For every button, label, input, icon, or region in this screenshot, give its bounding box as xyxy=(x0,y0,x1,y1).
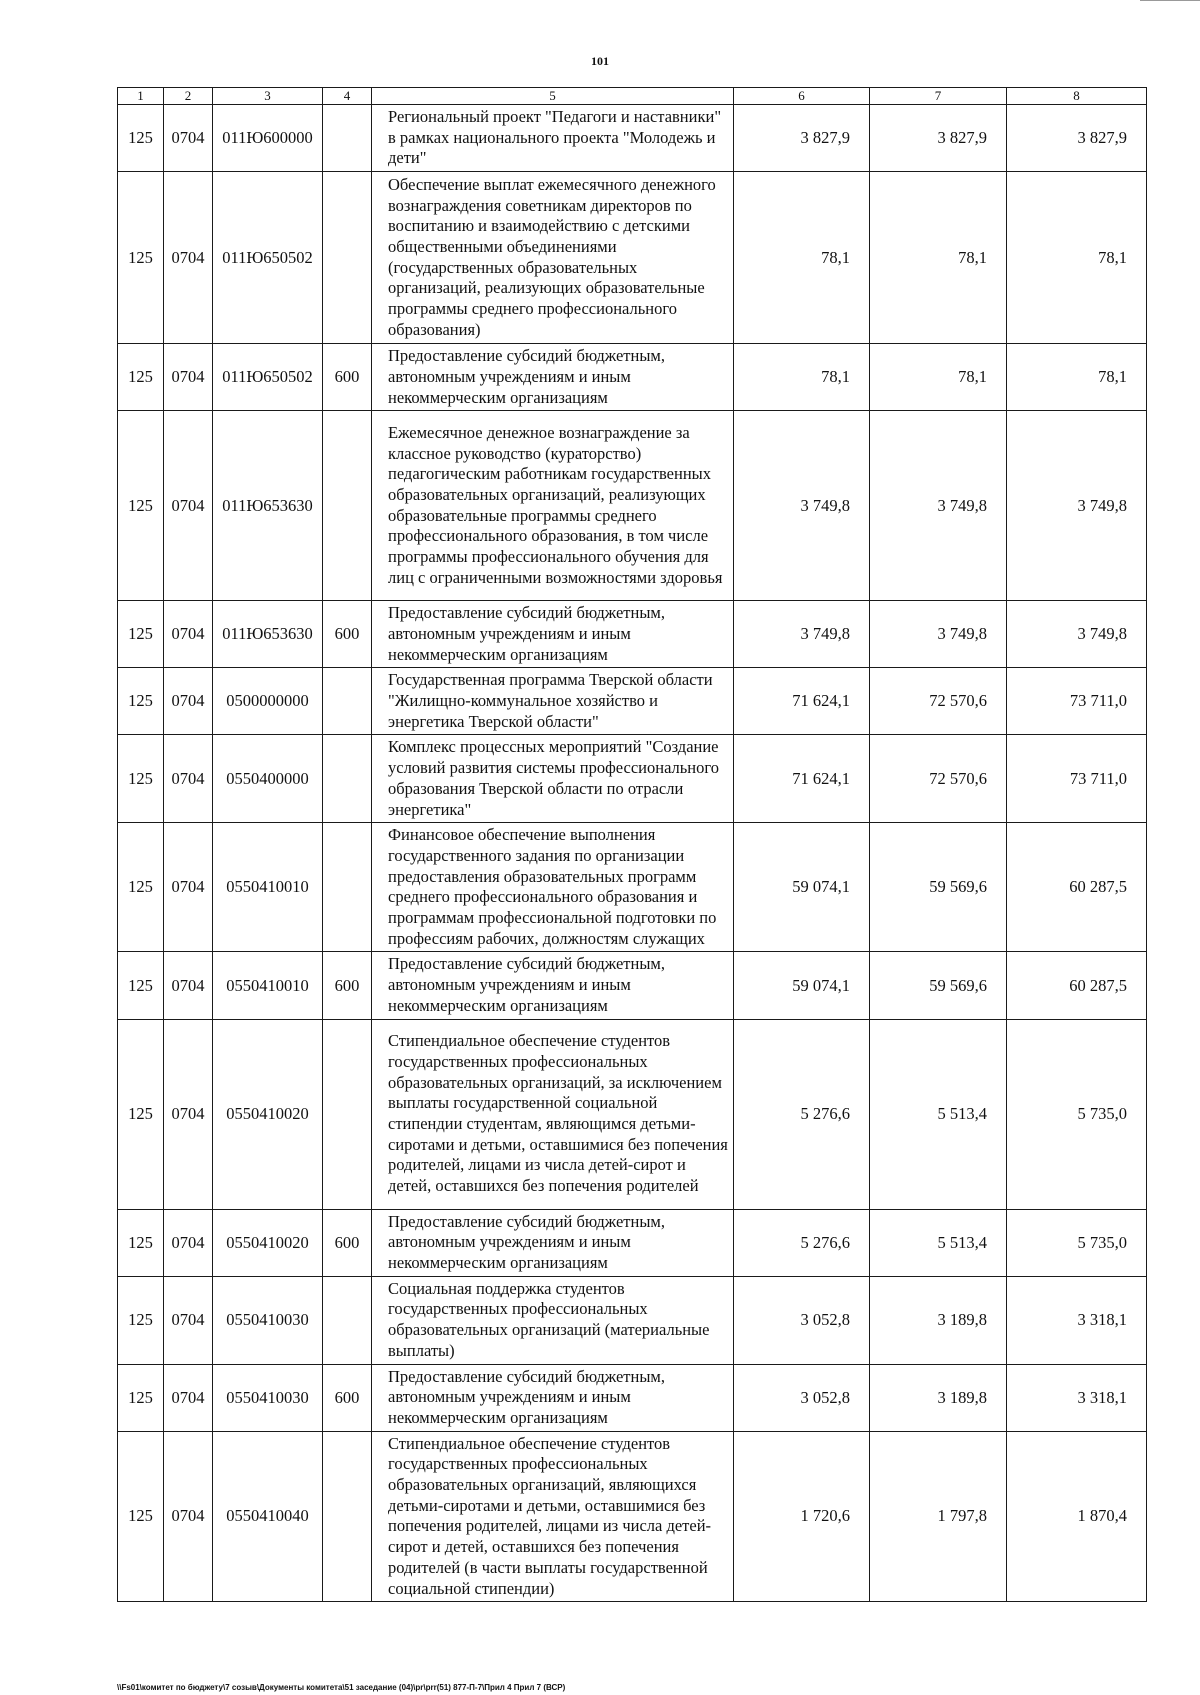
target-article-cell: 0550410020 xyxy=(213,1019,323,1209)
amount-col8-cell: 60 287,5 xyxy=(1007,952,1147,1019)
target-article-cell: 0550410040 xyxy=(213,1431,323,1602)
amount-col6-cell: 3 827,9 xyxy=(734,105,870,172)
header-cell-6: 6 xyxy=(734,88,870,105)
table-row xyxy=(118,1364,1147,1431)
expense-type-cell xyxy=(323,411,372,601)
amount-col8-cell: 60 287,5 xyxy=(1007,823,1147,952)
table-row xyxy=(118,668,1147,735)
amount-col8-cell: 3 749,8 xyxy=(1007,411,1147,601)
expense-type-cell xyxy=(323,668,372,735)
expense-type-cell xyxy=(323,1431,372,1602)
header-row xyxy=(118,88,1147,105)
item-name-cell: Предоставление субсидий бюджетным, автономным учреждениям и иным некоммерческим организациям xyxy=(372,1364,734,1431)
section-cell: 0704 xyxy=(164,1209,213,1276)
amount-col6-cell: 3 052,8 xyxy=(734,1276,870,1364)
ved-cell: 125 xyxy=(118,1209,164,1276)
section-cell: 0704 xyxy=(164,735,213,823)
amount-col8-cell: 3 318,1 xyxy=(1007,1276,1147,1364)
item-name-cell: Государственная программа Тверской области "Жилищно-коммунальное хозяйство и энергетика Тверской области" xyxy=(372,668,734,735)
item-name-cell: Стипендиальное обеспечение студентов государственных профессиональных образовательных организаций, являющихся детьми-сиротами и детьми, оставшимися без попечения родителей, лицами из числа детей-сирот и детей, оставшихся без попечения родителей (в части выплаты государственной социальной стипендии) xyxy=(372,1431,734,1602)
item-name-cell: Социальная поддержка студентов государственных профессиональных образовательных организаций (материальные выплаты) xyxy=(372,1276,734,1364)
amount-col6-cell: 71 624,1 xyxy=(734,735,870,823)
item-name-cell: Комплекс процессных мероприятий "Создание условий развития системы профессионального образования Тверской области по отрасли энергетика" xyxy=(372,735,734,823)
section-cell: 0704 xyxy=(164,1364,213,1431)
amount-col6-cell: 3 749,8 xyxy=(734,601,870,668)
amount-col7-cell: 78,1 xyxy=(870,344,1007,411)
amount-col7-cell: 3 827,9 xyxy=(870,105,1007,172)
expense-type-cell xyxy=(323,105,372,172)
amount-col6-cell: 78,1 xyxy=(734,344,870,411)
header-cell-8: 8 xyxy=(1007,88,1147,105)
target-article-cell: 011Ю653630 xyxy=(213,411,323,601)
table-row xyxy=(118,1209,1147,1276)
table-row xyxy=(118,1019,1147,1209)
expense-type-cell xyxy=(323,735,372,823)
ved-cell: 125 xyxy=(118,1431,164,1602)
amount-col7-cell: 59 569,6 xyxy=(870,823,1007,952)
amount-col8-cell: 5 735,0 xyxy=(1007,1209,1147,1276)
amount-col8-cell: 73 711,0 xyxy=(1007,735,1147,823)
section-cell: 0704 xyxy=(164,601,213,668)
budget-table xyxy=(117,87,1147,1602)
expense-type-cell xyxy=(323,172,372,344)
amount-col7-cell: 3 189,8 xyxy=(870,1276,1007,1364)
expense-type-cell: 600 xyxy=(323,601,372,668)
expense-type-cell xyxy=(323,1276,372,1364)
amount-col8-cell: 3 318,1 xyxy=(1007,1364,1147,1431)
target-article-cell: 0550400000 xyxy=(213,735,323,823)
expense-type-cell: 600 xyxy=(323,952,372,1019)
target-article-cell: 0550410030 xyxy=(213,1276,323,1364)
ved-cell: 125 xyxy=(118,172,164,344)
amount-col7-cell: 1 797,8 xyxy=(870,1431,1007,1602)
ved-cell: 125 xyxy=(118,1019,164,1209)
amount-col7-cell: 5 513,4 xyxy=(870,1019,1007,1209)
amount-col6-cell: 59 074,1 xyxy=(734,952,870,1019)
item-name-cell: Финансовое обеспечение выполнения государственного задания по организации предоставления образовательных программ среднего профессионального образования и программам профессиональной подготовки по профессиям рабочих, должностям служащих xyxy=(372,823,734,952)
amount-col8-cell: 78,1 xyxy=(1007,344,1147,411)
section-cell: 0704 xyxy=(164,105,213,172)
ved-cell: 125 xyxy=(118,601,164,668)
target-article-cell: 0550410010 xyxy=(213,823,323,952)
amount-col7-cell: 3 749,8 xyxy=(870,601,1007,668)
amount-col6-cell: 5 276,6 xyxy=(734,1019,870,1209)
ved-cell: 125 xyxy=(118,735,164,823)
target-article-cell: 0500000000 xyxy=(213,668,323,735)
target-article-cell: 0550410010 xyxy=(213,952,323,1019)
section-cell: 0704 xyxy=(164,172,213,344)
footer-file-path: \\Fs01\комитет по бюджету\7 созыв\Документы комитета\51 заседание (04)\pr\prr(51) 877-П-7\Прил 4 Прил 7 (ВСР) xyxy=(117,1683,566,1692)
table-row xyxy=(118,105,1147,172)
item-name-cell: Предоставление субсидий бюджетным, автономным учреждениям и иным некоммерческим организациям xyxy=(372,344,734,411)
target-article-cell: 011Ю650502 xyxy=(213,344,323,411)
target-article-cell: 011Ю650502 xyxy=(213,172,323,344)
amount-col6-cell: 3 749,8 xyxy=(734,411,870,601)
ved-cell: 125 xyxy=(118,344,164,411)
ved-cell: 125 xyxy=(118,411,164,601)
table-row xyxy=(118,823,1147,952)
table-row xyxy=(118,1276,1147,1364)
section-cell: 0704 xyxy=(164,344,213,411)
amount-col8-cell: 1 870,4 xyxy=(1007,1431,1147,1602)
header-cell-4: 4 xyxy=(323,88,372,105)
table-row xyxy=(118,172,1147,344)
amount-col6-cell: 78,1 xyxy=(734,172,870,344)
expense-type-cell xyxy=(323,823,372,952)
amount-col8-cell: 73 711,0 xyxy=(1007,668,1147,735)
expense-type-cell: 600 xyxy=(323,344,372,411)
item-name-cell: Обеспечение выплат ежемесячного денежного вознаграждения советникам директоров по воспитанию и взаимодействию с детскими общественными объединениями (государственных образовательных организаций, реализующих образовательные программы среднего профессионального образования) xyxy=(372,172,734,344)
amount-col8-cell: 3 749,8 xyxy=(1007,601,1147,668)
amount-col8-cell: 3 827,9 xyxy=(1007,105,1147,172)
ved-cell: 125 xyxy=(118,1276,164,1364)
amount-col7-cell: 72 570,6 xyxy=(870,735,1007,823)
ved-cell: 125 xyxy=(118,823,164,952)
table-row xyxy=(118,411,1147,601)
table-row xyxy=(118,735,1147,823)
header-cell-5: 5 xyxy=(372,88,734,105)
amount-col8-cell: 78,1 xyxy=(1007,172,1147,344)
scan-edge-mark xyxy=(1140,0,1200,1)
item-name-cell: Стипендиальное обеспечение студентов государственных профессиональных образовательных организаций, за исключением выплаты государственной социальной стипендии студентам, являющимся детьми-сиротами и детьми, оставшимися без попечения родителей, лицами из числа детей-сирот и детей, оставшихся без попечения родителей xyxy=(372,1019,734,1209)
item-name-cell: Ежемесячное денежное вознаграждение за классное руководство (кураторство) педагогическим работникам государственных образовательных организаций, реализующих образовательные программы среднего профессионального образования, в том числе программы профессионального обучения для лиц с ограниченными возможностями здоровья xyxy=(372,411,734,601)
header-cell-2: 2 xyxy=(164,88,213,105)
target-article-cell: 0550410030 xyxy=(213,1364,323,1431)
table-body xyxy=(118,88,1147,1602)
amount-col6-cell: 1 720,6 xyxy=(734,1431,870,1602)
amount-col7-cell: 5 513,4 xyxy=(870,1209,1007,1276)
expense-type-cell: 600 xyxy=(323,1209,372,1276)
header-cell-3: 3 xyxy=(213,88,323,105)
amount-col7-cell: 78,1 xyxy=(870,172,1007,344)
ved-cell: 125 xyxy=(118,668,164,735)
amount-col6-cell: 5 276,6 xyxy=(734,1209,870,1276)
amount-col7-cell: 3 749,8 xyxy=(870,411,1007,601)
target-article-cell: 011Ю600000 xyxy=(213,105,323,172)
item-name-cell: Предоставление субсидий бюджетным, автономным учреждениям и иным некоммерческим организациям xyxy=(372,1209,734,1276)
item-name-cell: Предоставление субсидий бюджетным, автономным учреждениям и иным некоммерческим организациям xyxy=(372,952,734,1019)
item-name-cell: Региональный проект "Педагоги и наставники" в рамках национального проекта "Молодежь и дети" xyxy=(372,105,734,172)
section-cell: 0704 xyxy=(164,1276,213,1364)
table-row xyxy=(118,344,1147,411)
header-cell-1: 1 xyxy=(118,88,164,105)
expense-type-cell xyxy=(323,1019,372,1209)
amount-col7-cell: 59 569,6 xyxy=(870,952,1007,1019)
expense-type-cell: 600 xyxy=(323,1364,372,1431)
ved-cell: 125 xyxy=(118,952,164,1019)
section-cell: 0704 xyxy=(164,668,213,735)
page-number: 101 xyxy=(591,54,609,68)
amount-col6-cell: 3 052,8 xyxy=(734,1364,870,1431)
amount-col6-cell: 59 074,1 xyxy=(734,823,870,952)
ved-cell: 125 xyxy=(118,1364,164,1431)
section-cell: 0704 xyxy=(164,411,213,601)
section-cell: 0704 xyxy=(164,952,213,1019)
amount-col7-cell: 3 189,8 xyxy=(870,1364,1007,1431)
item-name-cell: Предоставление субсидий бюджетным, автономным учреждениям и иным некоммерческим организациям xyxy=(372,601,734,668)
ved-cell: 125 xyxy=(118,105,164,172)
section-cell: 0704 xyxy=(164,823,213,952)
table-row xyxy=(118,1431,1147,1602)
amount-col8-cell: 5 735,0 xyxy=(1007,1019,1147,1209)
table-row xyxy=(118,601,1147,668)
amount-col6-cell: 71 624,1 xyxy=(734,668,870,735)
header-cell-7: 7 xyxy=(870,88,1007,105)
target-article-cell: 0550410020 xyxy=(213,1209,323,1276)
section-cell: 0704 xyxy=(164,1019,213,1209)
table-row xyxy=(118,952,1147,1019)
section-cell: 0704 xyxy=(164,1431,213,1602)
amount-col7-cell: 72 570,6 xyxy=(870,668,1007,735)
target-article-cell: 011Ю653630 xyxy=(213,601,323,668)
